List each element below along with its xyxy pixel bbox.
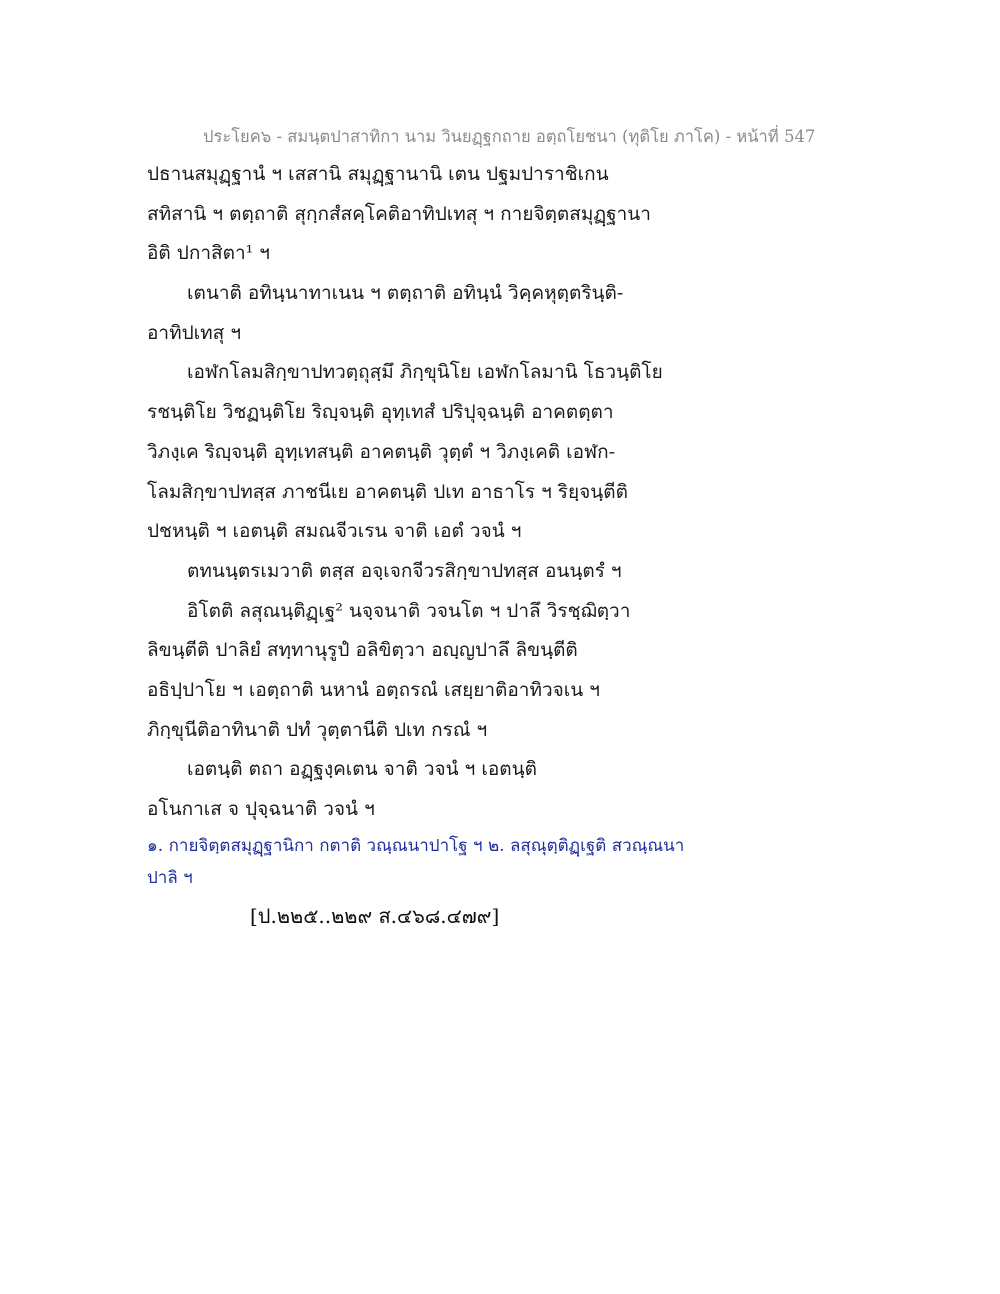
text-line: อธิปฺปาโย ฯ เอตฺถาติ นหานํ อตฺถรณํ เสยฺยาติอาทิวจเน ฯ bbox=[147, 678, 600, 701]
text-line: ลิขนฺตีติ ปาลิยํ สทฺทานุรูปํ อลิขิตฺวา อญฺญปาลึ ลิขนฺตีติ bbox=[147, 639, 578, 662]
page-reference: [ป.๒๒๕..๒๒๙ ส.๔๖๘.๔๗๙] bbox=[250, 904, 500, 928]
text-line: ปชหนฺติ ฯ เอตนฺติ สมณจีวเรน จาติ เอตํ วจนํ ฯ bbox=[147, 520, 522, 543]
text-line: เอฬกโลมสิกฺขาปทวตฺถุสฺมึ ภิกฺขุนิโย เอฬกโลมานิ โธวนฺติโย bbox=[187, 361, 663, 384]
footnote-line: ๑. กายจิตฺตสมุฏฺฐานิกา กตาติ วณฺณนาปาโฐ ฯ ๒. ลสุณุตฺติฏฺเฐติ สวณฺณนา bbox=[147, 836, 685, 856]
footnote-line: ปาลิ ฯ bbox=[147, 868, 193, 888]
text-line: วิภงฺเค ริญฺจนฺติ อุทฺเทสนฺติ อาคตนฺติ วุตฺตํ ฯ วิภงฺเคติ เอฬก- bbox=[147, 440, 615, 463]
text-line: อิโตติ ลสุณนฺติฏฺเฐ² นจฺจนาติ วจนโต ฯ ปาลึ วิรชฺฌิตฺวา bbox=[187, 599, 631, 622]
page-header: ประโยค๖ - สมนฺตปาสาทิกา นาม วินยฏฺฐกถาย อตฺถโยชนา (ทุติโย ภาโค) - หน้าที่ 547 bbox=[203, 127, 816, 146]
text-line: สทิสานิ ฯ ตตฺถาติ สุกฺกสํสคฺโคติอาทิปเทสุ ฯ กายจิตฺตสมุฏฺฐานา bbox=[147, 202, 651, 225]
body-text bbox=[147, 155, 747, 830]
text-line: ปธานสมุฏฺฐานํ ฯ เสสานิ สมุฏฺฐานานิ เตน ปฐมปาราชิเกน bbox=[147, 163, 609, 185]
text-line: เอตนฺติ ตถา อฏฺฐงฺคเตน จาติ วจนํ ฯ เอตนฺติ bbox=[187, 758, 537, 781]
text-line: อาทิปเทสุ ฯ bbox=[147, 321, 241, 344]
text-line: ภิกฺขุนีติอาทินาติ ปทํ วุตฺตานีติ ปเท กรณํ ฯ bbox=[147, 718, 488, 741]
text-line: อิติ ปกาสิตา¹ ฯ bbox=[147, 242, 270, 265]
text-line: รชนฺติโย วิชฏนฺติโย ริญฺจนฺติ อุทฺเทสํ ปริปุจฺฉนฺติ อาคตตฺตา bbox=[147, 401, 614, 424]
footnotes bbox=[147, 830, 767, 894]
text-line: ตทนนฺตรเมวาติ ตสฺส อจฺเจกจีวรสิกฺขาปทสฺส อนนฺตรํ ฯ bbox=[187, 559, 622, 582]
text-line: อโนกาเส จ ปุจฺฉนาติ วจนํ ฯ bbox=[147, 798, 375, 820]
text-line: เตนาติ อทินฺนาทาเนน ฯ ตตฺถาติ อทินฺนํ วิคฺคหุตฺตรินฺติ- bbox=[187, 282, 624, 305]
text-line: โลมสิกฺขาปทสฺส ภาชนีเย อาคตนฺติ ปเท อาธาโร ฯ ริยฺจนฺตีติ bbox=[147, 480, 628, 503]
